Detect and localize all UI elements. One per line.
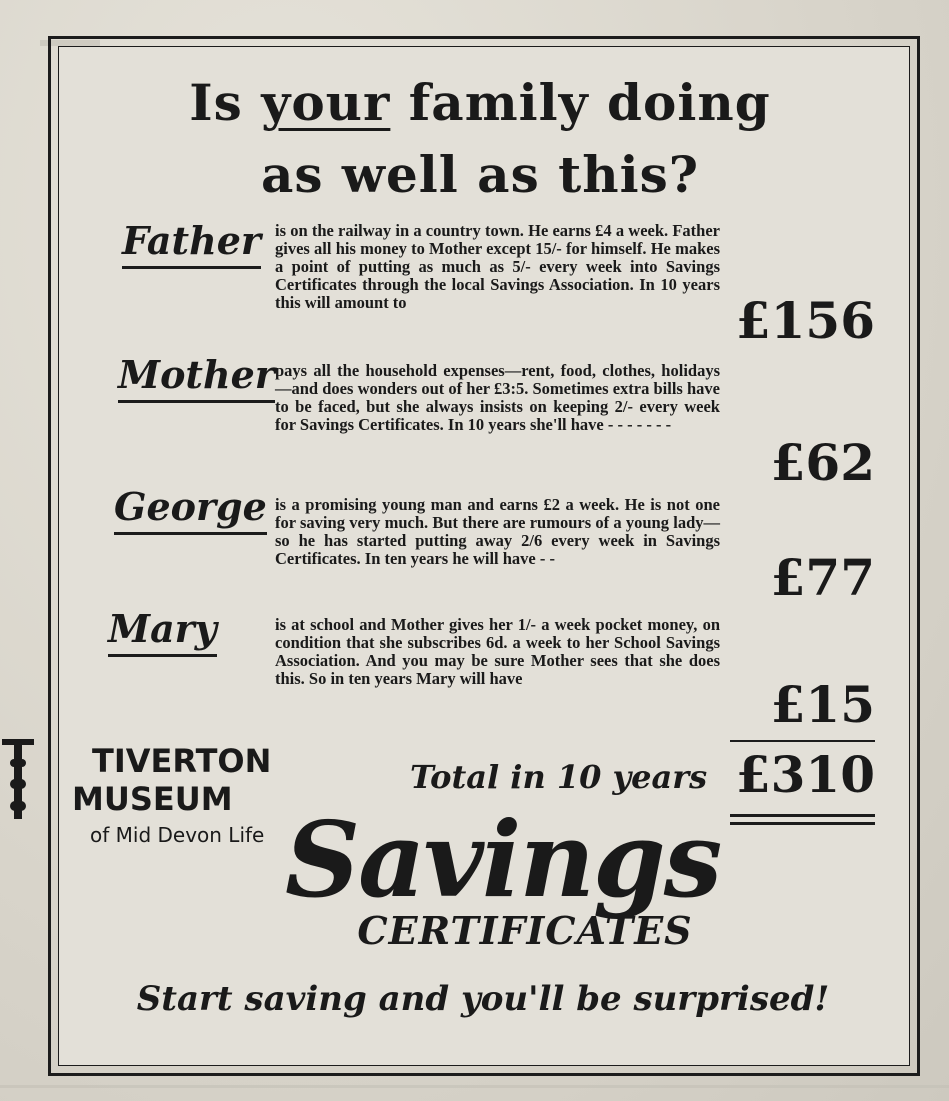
museum-name-line-2: MUSEUM xyxy=(72,780,233,818)
museum-emblem-icon xyxy=(2,739,38,819)
museum-watermark xyxy=(0,735,290,850)
museum-name-line-1: TIVERTON xyxy=(92,742,272,780)
entry-name-mary: Mary xyxy=(108,610,217,657)
entry-text-father: is on the railway in a country town. He earns £4 a week. Father gives all his money to Mother except 15/- for himself. He makes a point of putting as much as 5/- every week into Savings Certificates through the local Savings Association. In 10 years this will amount to xyxy=(275,221,720,312)
tagline: Start saving and you'll be surprised! xyxy=(136,979,830,1019)
total-rule-top xyxy=(730,740,875,742)
entry-amount-george: £77 xyxy=(770,548,875,607)
headline-line-2: as well as this? xyxy=(260,145,700,204)
entry-text-george: is a promising young man and earns £2 a week. He is not one for saving very much. But there are rumours of a young lady—so he has started putting away 2/6 every week in Savings Certificates. In ten years he will have - - xyxy=(275,495,720,568)
certificates-logo: CERTIFICATES xyxy=(357,908,693,953)
entry-amount-mary: £15 xyxy=(770,675,875,734)
entry-amount-father: £156 xyxy=(735,291,875,350)
entry-text-mother: pays all the household expenses—rent, food, clothes, holidays—and does wonders out of her £3:5. Sometimes extra bills have to be faced, but she always insists on keeping 2/- every week for Savings Certificates. In 10 years she'll have - - - - - - - xyxy=(275,361,720,434)
savings-logo: Savings xyxy=(285,798,721,921)
entry-amount-mother: £62 xyxy=(770,433,875,492)
museum-name-line-3: of Mid Devon Life xyxy=(90,823,265,847)
total-amount: £310 xyxy=(735,745,875,804)
bleed-through-line xyxy=(0,1085,949,1088)
entry-name-george: George xyxy=(114,488,267,535)
total-rule-bottom-2 xyxy=(730,822,875,825)
entry-text-mary: is at school and Mother gives her 1/- a week pocket money, on condition that she subscribes 6d. a week to her School Savings Association. And you may be sure Mother sees that she does this. So in ten years Mary will have xyxy=(275,615,720,688)
headline-line-1: Is your family doing xyxy=(189,73,771,132)
total-rule-bottom-1 xyxy=(730,814,875,817)
entry-name-father: Father xyxy=(122,222,261,269)
entry-name-mother: Mother xyxy=(118,356,275,403)
total-label: Total in 10 years xyxy=(410,758,708,796)
